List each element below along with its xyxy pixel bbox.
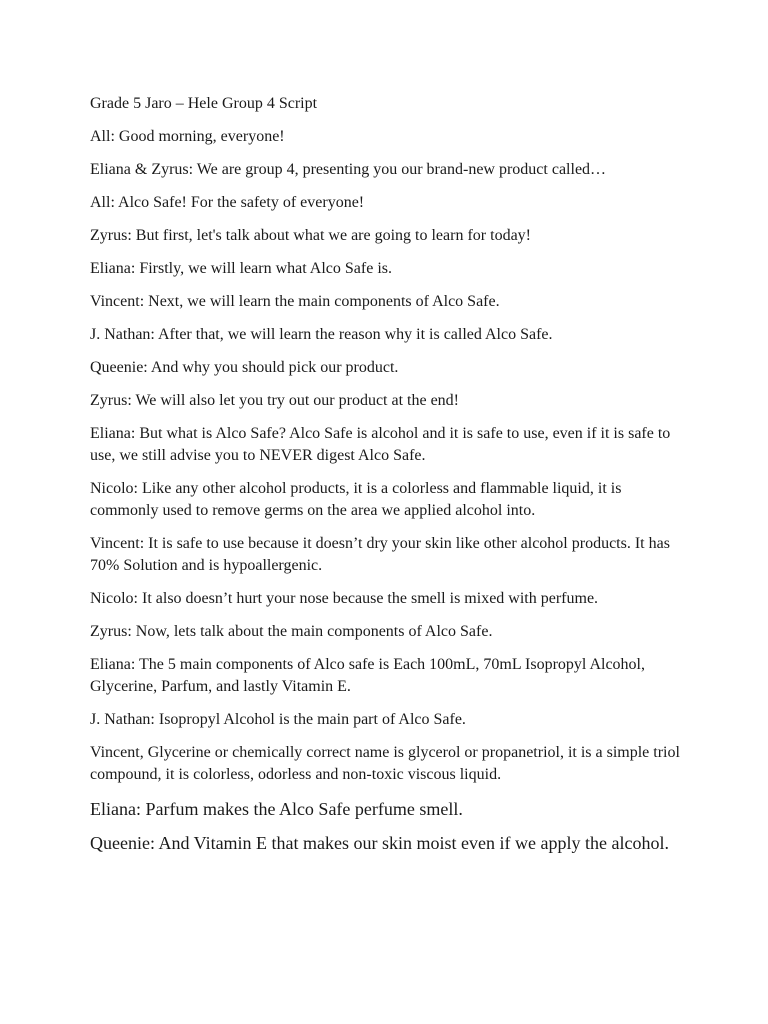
script-line: Eliana: Parfum makes the Alco Safe perfume smell. <box>90 799 463 819</box>
script-line: All: Good morning, everyone! <box>90 128 285 145</box>
script-line: Eliana: The 5 main components of Alco safe is Each 100mL, 70mL Isopropyl Alcohol, Glycerine, Parfum, and lastly Vitamin E. <box>90 656 645 695</box>
script-line: Vincent: It is safe to use because it doesn’t dry your skin like other alcohol products. It has 70% Solution and is hypoallergenic. <box>90 535 670 574</box>
script-line: Eliana: But what is Alco Safe? Alco Safe is alcohol and it is safe to use, even if it is safe to use, we still advise you to NEVER digest Alco Safe. <box>90 425 671 464</box>
script-line: J. Nathan: Isopropyl Alcohol is the main part of Alco Safe. <box>90 711 466 728</box>
script-line: Queenie: And Vitamin E that makes our skin moist even if we apply the alcohol. <box>90 833 669 853</box>
script-line: Nicolo: Like any other alcohol products, it is a colorless and flammable liquid, it is commonly used to remove germs on the area we applied alcohol into. <box>90 480 622 519</box>
script-body <box>90 93 690 865</box>
script-line: Eliana & Zyrus: We are group 4, presenting you our brand-new product called… <box>90 161 607 178</box>
document-title: Grade 5 Jaro – Hele Group 4 Script <box>90 95 318 112</box>
script-line: Nicolo: It also doesn’t hurt your nose because the smell is mixed with perfume. <box>90 590 599 607</box>
script-line: J. Nathan: After that, we will learn the reason why it is called Alco Safe. <box>90 326 553 343</box>
script-line: Zyrus: But first, let's talk about what we are going to learn for today! <box>90 227 531 244</box>
script-line: Vincent, Glycerine or chemically correct name is glycerol or propanetriol, it is a simple triol compound, it is colorless, odorless and non-toxic viscous liquid. <box>90 744 680 783</box>
script-line: All: Alco Safe! For the safety of everyone! <box>90 194 365 211</box>
script-line: Zyrus: Now, lets talk about the main components of Alco Safe. <box>90 623 493 640</box>
script-line: Zyrus: We will also let you try out our product at the end! <box>90 392 460 409</box>
script-line: Vincent: Next, we will learn the main components of Alco Safe. <box>90 293 500 310</box>
script-line: Queenie: And why you should pick our product. <box>90 359 399 376</box>
script-line: Eliana: Firstly, we will learn what Alco Safe is. <box>90 260 393 277</box>
